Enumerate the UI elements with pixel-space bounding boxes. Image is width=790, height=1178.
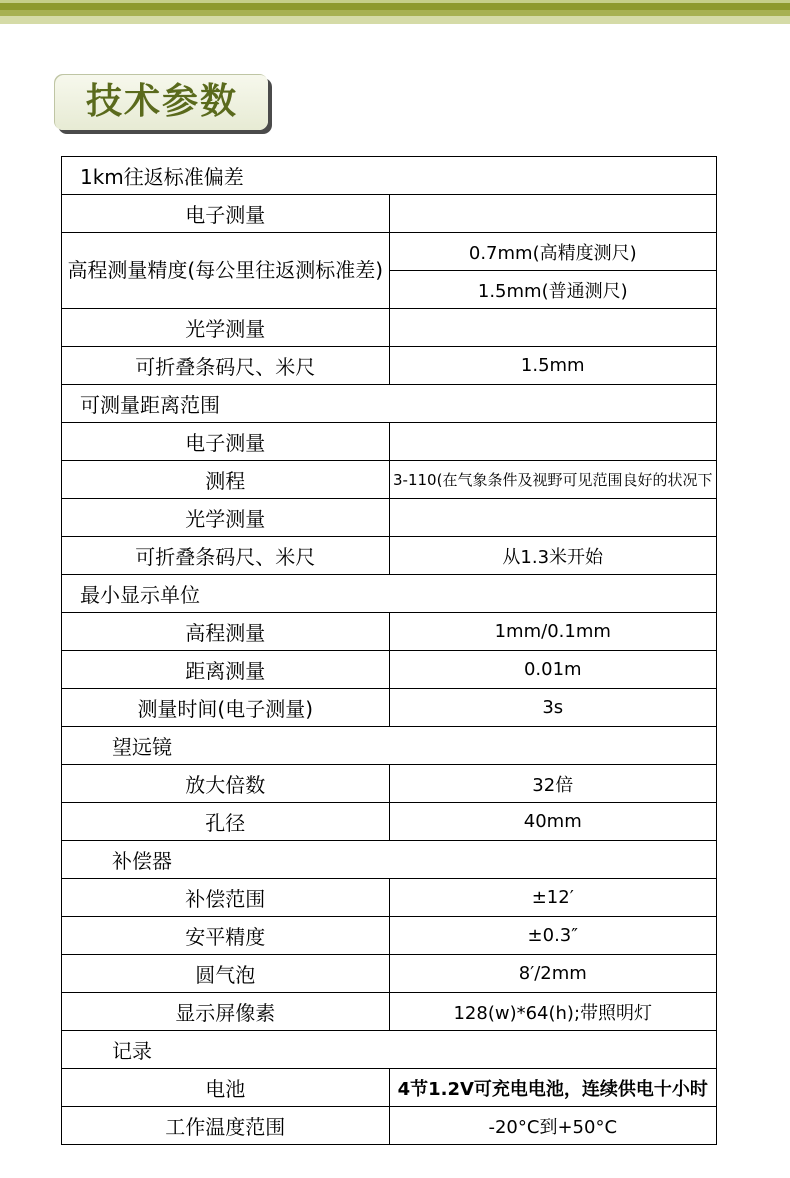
row-value: 1.5mm(普通测尺) bbox=[389, 271, 717, 309]
section-header-row bbox=[62, 1031, 717, 1069]
section-title: 记录 bbox=[62, 1031, 717, 1069]
table-row bbox=[62, 955, 717, 993]
row-value: 从1.3米开始 bbox=[389, 537, 717, 575]
row-value: 1mm/0.1mm bbox=[389, 613, 717, 651]
row-value: 3-110(在气象条件及视野可见范围良好的状况下 bbox=[389, 461, 717, 499]
section-header-row bbox=[62, 727, 717, 765]
table-row bbox=[62, 879, 717, 917]
row-label: 显示屏像素 bbox=[62, 993, 390, 1031]
section-header-row bbox=[62, 841, 717, 879]
table-row bbox=[62, 613, 717, 651]
section-title: 1km往返标准偏差 bbox=[62, 157, 717, 195]
row-label: 工作温度范围 bbox=[62, 1107, 390, 1145]
page-title: 技术参数 bbox=[86, 81, 239, 122]
table-row bbox=[62, 423, 717, 461]
table-row bbox=[62, 499, 717, 537]
top-decorative-bar bbox=[0, 0, 790, 30]
row-value bbox=[389, 195, 717, 233]
section-header-row bbox=[62, 157, 717, 195]
section-header-row bbox=[62, 385, 717, 423]
table-row bbox=[62, 195, 717, 233]
row-value: 1.5mm bbox=[389, 347, 717, 385]
row-label: 电子测量 bbox=[62, 195, 390, 233]
row-label: 可折叠条码尺、米尺 bbox=[62, 347, 390, 385]
row-label: 放大倍数 bbox=[62, 765, 390, 803]
section-title: 最小显示单位 bbox=[62, 575, 717, 613]
table-row bbox=[62, 461, 717, 499]
row-label: 电子测量 bbox=[62, 423, 390, 461]
row-value: 8′/2mm bbox=[389, 955, 717, 993]
row-label: 孔径 bbox=[62, 803, 390, 841]
row-value: 3s bbox=[389, 689, 717, 727]
spec-table bbox=[61, 156, 717, 1145]
table-row bbox=[62, 537, 717, 575]
row-label: 光学测量 bbox=[62, 309, 390, 347]
table-row bbox=[62, 689, 717, 727]
row-value: 0.7mm(高精度测尺) bbox=[389, 233, 717, 271]
table-row bbox=[62, 233, 717, 271]
table-row bbox=[62, 309, 717, 347]
row-value bbox=[389, 499, 717, 537]
row-label: 圆气泡 bbox=[62, 955, 390, 993]
row-label: 可折叠条码尺、米尺 bbox=[62, 537, 390, 575]
row-value: 40mm bbox=[389, 803, 717, 841]
section-title: 可测量距离范围 bbox=[62, 385, 717, 423]
row-value bbox=[389, 309, 717, 347]
row-label: 高程测量精度(每公里往返测标准差) bbox=[62, 233, 390, 309]
row-label: 光学测量 bbox=[62, 499, 390, 537]
row-label: 测程 bbox=[62, 461, 390, 499]
row-label: 安平精度 bbox=[62, 917, 390, 955]
table-row bbox=[62, 993, 717, 1031]
section-header-row bbox=[62, 575, 717, 613]
row-value: 4节1.2V可充电电池，连续供电十小时 bbox=[389, 1069, 717, 1107]
row-value: ±12′ bbox=[389, 879, 717, 917]
row-value: 128(w)*64(h);带照明灯 bbox=[389, 993, 717, 1031]
row-value: 32倍 bbox=[389, 765, 717, 803]
row-value: ±0.3″ bbox=[389, 917, 717, 955]
table-row bbox=[62, 1069, 717, 1107]
section-title: 望远镜 bbox=[62, 727, 717, 765]
table-row bbox=[62, 347, 717, 385]
row-label: 测量时间(电子测量) bbox=[62, 689, 390, 727]
row-label: 电池 bbox=[62, 1069, 390, 1107]
table-row bbox=[62, 651, 717, 689]
table-row bbox=[62, 917, 717, 955]
table-row bbox=[62, 1107, 717, 1145]
row-value bbox=[389, 423, 717, 461]
table-row bbox=[62, 765, 717, 803]
row-label: 补偿范围 bbox=[62, 879, 390, 917]
row-label: 高程测量 bbox=[62, 613, 390, 651]
table-row bbox=[62, 803, 717, 841]
row-value: 0.01m bbox=[389, 651, 717, 689]
section-title-badge bbox=[54, 74, 268, 130]
row-value: -20°C到+50°C bbox=[389, 1107, 717, 1145]
section-title: 补偿器 bbox=[62, 841, 717, 879]
row-label: 距离测量 bbox=[62, 651, 390, 689]
